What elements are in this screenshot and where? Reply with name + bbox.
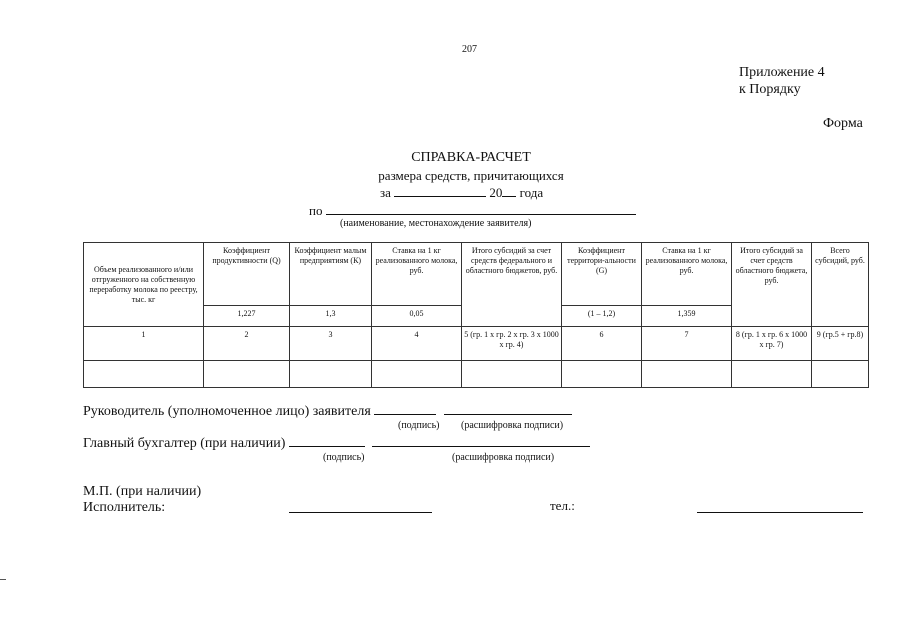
data-cell-4[interactable]: [372, 361, 462, 388]
value-k: 1,3: [290, 306, 372, 327]
appendix-line-2: к Порядку: [739, 82, 801, 97]
period-blank[interactable]: [394, 185, 486, 197]
data-cell-8[interactable]: [732, 361, 812, 388]
applicant-blank[interactable]: [326, 203, 636, 215]
margin-mark: [0, 579, 6, 580]
phone-label: тел.:: [550, 498, 575, 513]
director-signature-blank[interactable]: [374, 402, 436, 415]
header-territoriality: Коэффициент территори-альности (G): [562, 243, 642, 306]
director-decoding-blank[interactable]: [444, 402, 572, 415]
value-rate-1: 0,05: [372, 306, 462, 327]
period-suffix: года: [519, 185, 544, 200]
value-q: 1,227: [204, 306, 290, 327]
data-cell-6[interactable]: [562, 361, 642, 388]
data-cell-2[interactable]: [204, 361, 290, 388]
table-column-numbers-row: [84, 327, 869, 361]
accountant-signature-hint: (подпись): [323, 452, 365, 463]
stamp-label: М.П. (при наличии): [83, 484, 202, 499]
header-total-federal: Итого субсидий за счет средств федерального и областного бюджетов, руб.: [462, 243, 562, 327]
phone-blank[interactable]: [697, 512, 863, 513]
page-number: 207: [462, 44, 477, 55]
data-cell-3[interactable]: [290, 361, 372, 388]
year-blank[interactable]: [502, 185, 516, 197]
column-number-4: 4: [372, 327, 462, 361]
value-g: (1 – 1,2): [562, 306, 642, 327]
form-label: Форма: [823, 116, 863, 131]
director-decoding-hint: (расшифровка подписи): [461, 420, 564, 431]
applicant-hint: (наименование, местонахождение заявителя): [340, 218, 532, 229]
accountant-signature-blank[interactable]: [289, 434, 365, 447]
accountant-signature-line: [83, 434, 590, 452]
executor-label: Исполнитель:: [83, 500, 166, 515]
header-rate-1: Ставка на 1 кг реализованного молока, руб.: [372, 243, 462, 306]
applicant-prefix: по: [309, 203, 323, 218]
column-number-7: 7: [642, 327, 732, 361]
data-cell-7[interactable]: [642, 361, 732, 388]
table-header-row: [84, 243, 869, 306]
column-number-3: 3: [290, 327, 372, 361]
column-number-1: 1: [84, 327, 204, 361]
document-subtitle: размера средств, причитающихся: [378, 168, 564, 183]
header-total-all: Всего субсидий, руб.: [812, 243, 869, 327]
value-rate-2: 1,359: [642, 306, 732, 327]
period-year-prefix: 20: [489, 185, 503, 200]
header-productivity: Коэффициент продуктивности (Q): [204, 243, 290, 306]
header-rate-2: Ставка на 1 кг реализованного молока, руб.: [642, 243, 732, 306]
appendix-note: [739, 64, 825, 98]
executor-blank[interactable]: [289, 512, 432, 513]
data-cell-1[interactable]: [84, 361, 204, 388]
table-data-row: [84, 361, 869, 388]
column-number-8: 8 (гр. 1 х гр. 6 х 1000 х гр. 7): [732, 327, 812, 361]
document-title: СПРАВКА-РАСЧЕТ: [411, 150, 531, 165]
appendix-line-1: Приложение 4: [739, 65, 825, 80]
column-number-9: 9 (гр.5 + гр.8): [812, 327, 869, 361]
header-small-enterprise: Коэффициент малым предприятиям (К): [290, 243, 372, 306]
column-number-2: 2: [204, 327, 290, 361]
applicant-line: [309, 203, 636, 219]
period-line: [380, 185, 543, 201]
calculation-table: [83, 242, 869, 388]
column-number-6: 6: [562, 327, 642, 361]
director-label: Руководитель (уполномоченное лицо) заявителя: [83, 404, 371, 419]
header-volume: Объем реализованного и/или отгруженного на собственную переработку молока по реестру, тыс. кг: [84, 243, 204, 327]
data-cell-5[interactable]: [462, 361, 562, 388]
period-prefix: за: [380, 185, 391, 200]
accountant-decoding-blank[interactable]: [372, 434, 590, 447]
director-signature-hint: (подпись): [398, 420, 440, 431]
accountant-decoding-hint: (расшифровка подписи): [452, 452, 555, 463]
director-signature-line: [83, 402, 572, 420]
data-cell-9[interactable]: [812, 361, 869, 388]
column-number-5: 5 (гр. 1 х гр. 2 х гр. 3 х 1000 х гр. 4): [462, 327, 562, 361]
accountant-label: Главный бухгалтер (при наличии): [83, 436, 286, 451]
header-total-regional: Итого субсидий за счет средств областного бюджета, руб.: [732, 243, 812, 327]
